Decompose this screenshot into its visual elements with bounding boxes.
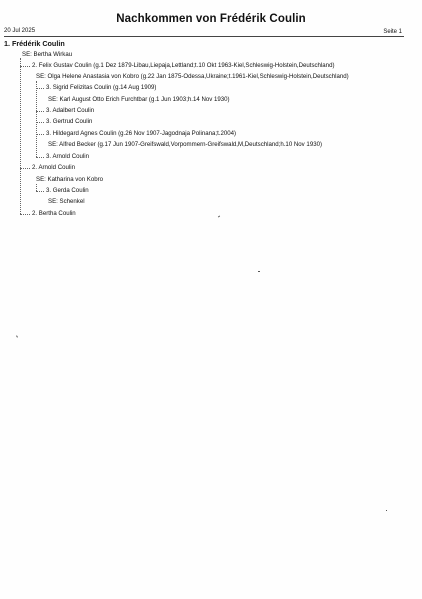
tree-entry-grandchild: 3. Hildegard Agnes Coulin (g.26 Nov 1907-Jagodnaja Polinana;t.2004) — [46, 130, 237, 137]
tree-connector-level-2 — [36, 184, 37, 191]
tree-connector — [36, 157, 44, 158]
scan-speck — [258, 271, 260, 272]
tree-entry-spouse: SE: Katharina von Kobro — [36, 176, 104, 183]
tree-entry-spouse: SE: Schenkel — [48, 198, 85, 205]
tree-entry-spouse: SE: Karl August Otto Erich Furchtbar (g.1 Jun 1903;h.14 Nov 1930) — [48, 96, 230, 103]
tree-connector — [36, 134, 44, 135]
scan-speck — [386, 510, 387, 511]
tree-connector — [36, 191, 44, 192]
tree-entry-child: 2. Arnold Coulin — [32, 164, 76, 171]
tree-connector-level-2 — [36, 81, 37, 157]
tree-connector — [36, 122, 44, 123]
tree-entry-grandchild: 3. Arnold Coulin — [46, 153, 90, 160]
tree-entry-spouse: SE: Bertha Wirkau — [22, 51, 73, 58]
tree-connector — [36, 88, 44, 89]
header-rule — [4, 36, 404, 37]
tree-entry-grandchild: 3. Gertrud Coulin — [46, 118, 93, 125]
tree-entry-grandchild: 3. Gerda Coulin — [46, 187, 89, 194]
tree-entry-grandchild: 3. Adalbert Coulin — [46, 107, 95, 114]
tree-connector — [36, 111, 44, 112]
tree-entry-root: 1. Frédérik Coulin — [4, 39, 65, 48]
page-number: Seite 1 — [383, 29, 402, 35]
scan-speck — [218, 215, 220, 217]
tree-connector-level-1 — [20, 58, 21, 214]
tree-entry-grandchild: 3. Sigrid Felizitas Coulin (g.14 Aug 1909) — [46, 84, 157, 91]
tree-entry-spouse: SE: Alfred Becker (g.17 Jun 1907-Greifswald,Vorpommern-Greifswald,M,Deutschland;h.10 Nov 1930) — [48, 141, 323, 148]
tree-connector — [20, 66, 30, 67]
page-title: Nachkommen von Frédérik Coulin — [116, 13, 306, 25]
tree-connector — [20, 168, 30, 169]
tree-connector — [20, 214, 30, 215]
scan-speck — [16, 335, 18, 337]
report-date: 20 Jul 2025 — [4, 28, 36, 34]
tree-entry-child: 2. Bertha Coulin — [32, 210, 76, 217]
tree-entry-child: 2. Felix Gustav Coulin (g.1 Dez 1879-Libau,Liepaja,Lettland;t.10 Okt 1963-Kiel,Schleswig-Holstein,Deutschland) — [32, 62, 335, 69]
tree-entry-spouse: SE: Olga Helene Anastasia von Kobro (g.22 Jan 1875-Odessa,Ukraine;t.1961-Kiel,Schleswig-Holstein,Deutschland) — [36, 73, 349, 80]
